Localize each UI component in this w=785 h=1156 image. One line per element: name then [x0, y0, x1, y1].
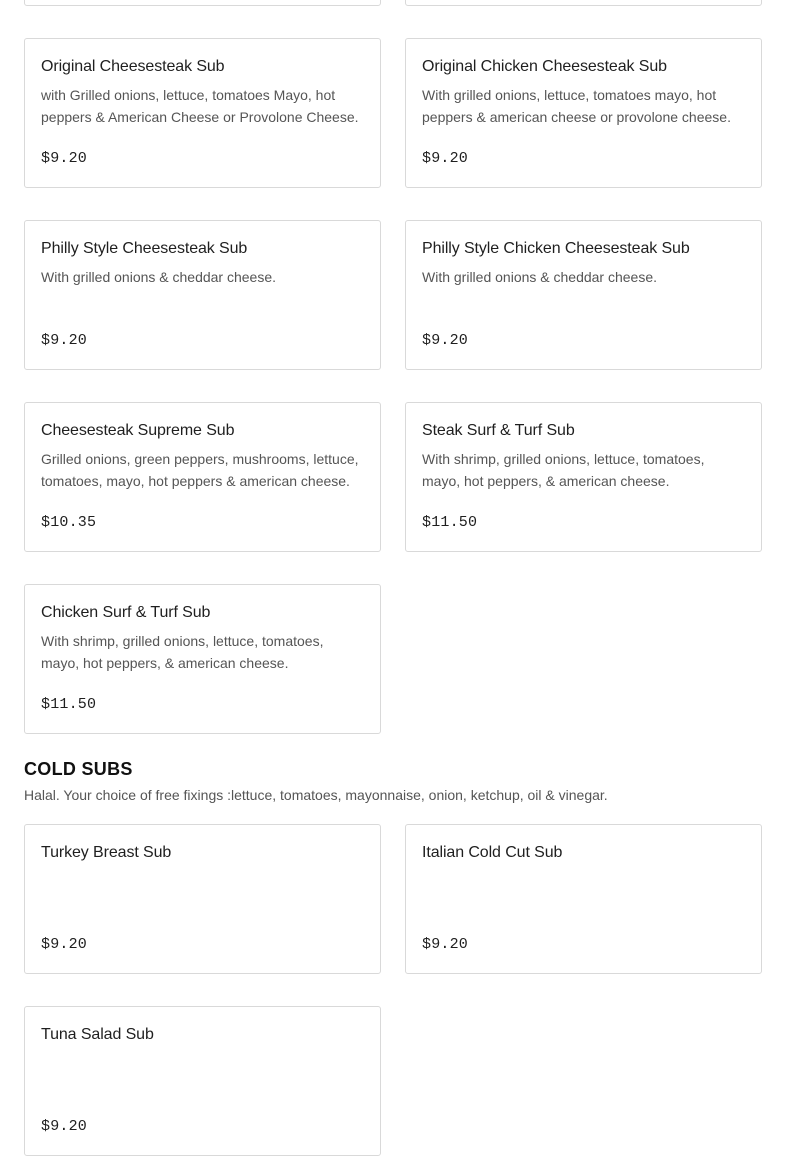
- menu-item-card[interactable]: [405, 824, 762, 974]
- menu-item-description: with Grilled onions, lettuce, tomatoes Mayo, hot peppers & American Cheese or Provolone Cheese.: [41, 87, 359, 125]
- menu-item-name: Philly Style Chicken Cheesesteak Sub: [422, 240, 690, 257]
- menu-item-price: $9.20: [422, 332, 469, 349]
- menu-item-price: $9.20: [41, 150, 88, 167]
- menu-item-card[interactable]: [24, 402, 381, 552]
- menu-item-price: $9.20: [422, 936, 469, 953]
- menu-item-card[interactable]: [405, 38, 762, 188]
- menu-item-card-partial[interactable]: [405, 0, 762, 6]
- menu-item-name: Original Chicken Cheesesteak Sub: [422, 58, 667, 75]
- section-description: Halal. Your choice of free fixings :lettuce, tomatoes, mayonnaise, onion, ketchup, oil & vinegar.: [24, 787, 608, 803]
- menu-item-card[interactable]: [24, 824, 381, 974]
- menu-item-name: Chicken Surf & Turf Sub: [41, 604, 211, 621]
- menu-item-price: $10.35: [41, 514, 97, 531]
- menu-item-name: Original Cheesesteak Sub: [41, 58, 225, 75]
- menu-item-card[interactable]: [24, 1006, 381, 1156]
- menu-item-description: With grilled onions, lettuce, tomatoes mayo, hot peppers & american cheese or provolone cheese.: [422, 87, 731, 125]
- menu-item-name: Turkey Breast Sub: [41, 844, 172, 861]
- menu-item-price: $11.50: [422, 514, 478, 531]
- menu-item-description: With grilled onions & cheddar cheese.: [422, 269, 658, 285]
- menu-item-description: With shrimp, grilled onions, lettuce, tomatoes, mayo, hot peppers, & american cheese.: [422, 451, 705, 489]
- menu-item-name: Philly Style Cheesesteak Sub: [41, 240, 248, 257]
- menu-item-price: $9.20: [41, 936, 88, 953]
- section-title: COLD SUBS: [24, 759, 133, 779]
- menu-item-card[interactable]: [24, 38, 381, 188]
- menu-item-price: $9.20: [422, 150, 469, 167]
- menu-item-card[interactable]: [24, 220, 381, 370]
- menu-item-card[interactable]: [405, 220, 762, 370]
- menu-item-description: Grilled onions, green peppers, mushrooms, lettuce, tomatoes, mayo, hot peppers & american cheese.: [41, 451, 359, 489]
- menu-item-price: $11.50: [41, 696, 97, 713]
- menu-item-card-partial[interactable]: [24, 0, 381, 6]
- menu-item-description: With grilled onions & cheddar cheese.: [41, 269, 277, 285]
- menu-item-card[interactable]: [405, 402, 762, 552]
- menu-item-name: Italian Cold Cut Sub: [422, 844, 563, 861]
- menu-item-name: Cheesesteak Supreme Sub: [41, 422, 235, 439]
- menu-item-price: $9.20: [41, 332, 88, 349]
- menu-item-name: Tuna Salad Sub: [41, 1026, 154, 1043]
- menu-item-price: $9.20: [41, 1118, 88, 1135]
- menu-item-description: With shrimp, grilled onions, lettuce, tomatoes, mayo, hot peppers, & american cheese.: [41, 633, 324, 671]
- menu-item-card[interactable]: [24, 584, 381, 734]
- menu-item-name: Steak Surf & Turf Sub: [422, 422, 575, 439]
